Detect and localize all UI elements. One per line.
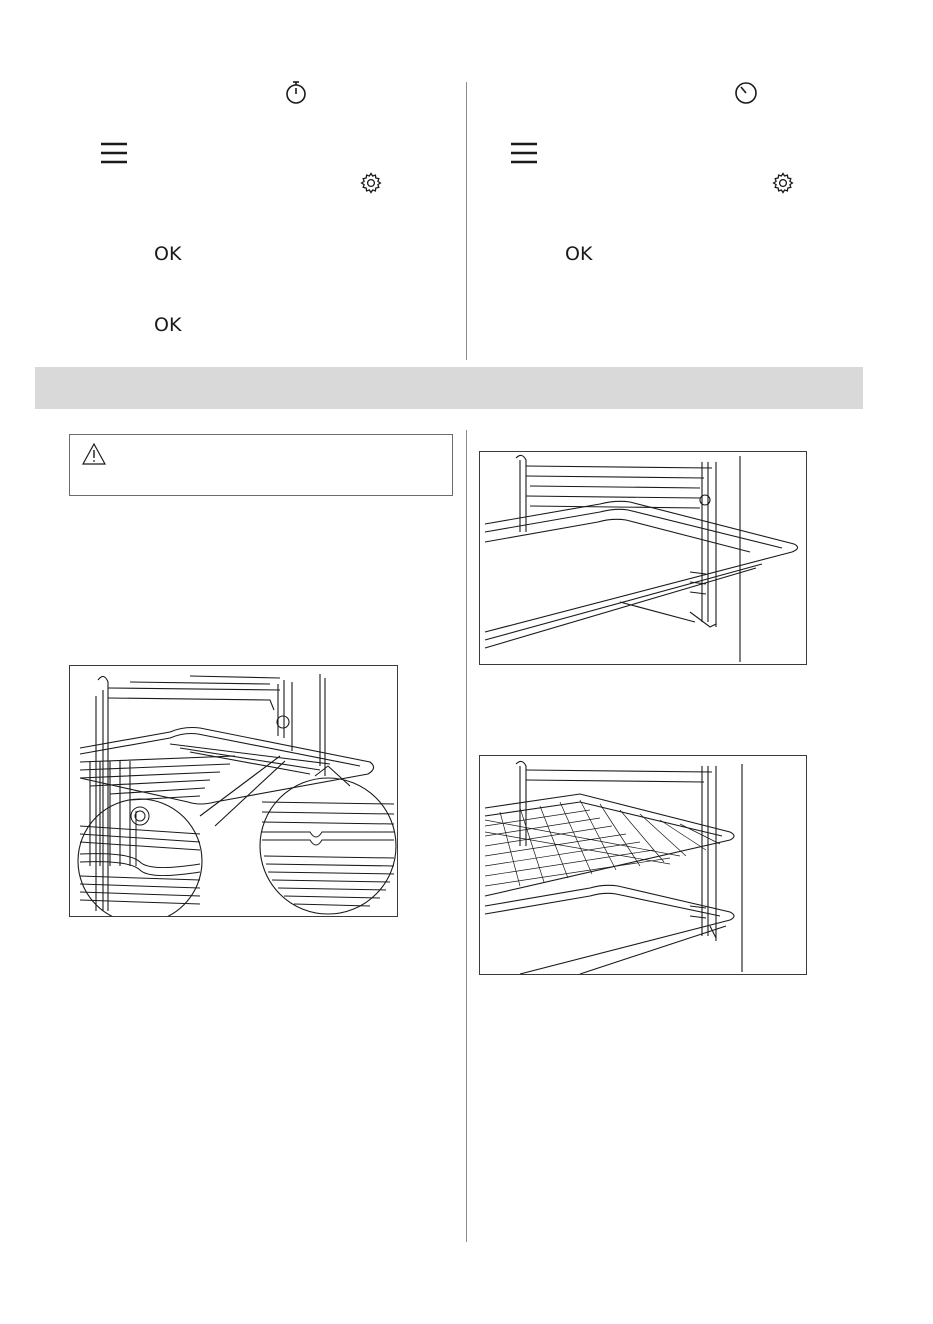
ok-button-glyph: OK bbox=[154, 314, 182, 336]
section-header-band bbox=[35, 367, 863, 409]
clock-icon bbox=[734, 81, 758, 105]
gear-icon bbox=[772, 172, 794, 194]
warning-box bbox=[69, 434, 453, 496]
gear-icon bbox=[360, 172, 382, 194]
bottom-column-divider bbox=[466, 430, 467, 1242]
figure-baking-tray bbox=[479, 451, 807, 665]
menu-icon bbox=[511, 142, 537, 164]
menu-icon bbox=[101, 142, 127, 164]
ok-button-glyph: OK bbox=[565, 243, 593, 265]
warning-triangle-icon bbox=[82, 443, 106, 465]
figure-wire-shelf-detail bbox=[69, 665, 398, 917]
top-column-divider bbox=[466, 82, 467, 360]
ok-button-glyph: OK bbox=[154, 243, 182, 265]
figure-shelf-over-tray bbox=[479, 755, 807, 975]
stopwatch-icon bbox=[284, 79, 308, 105]
